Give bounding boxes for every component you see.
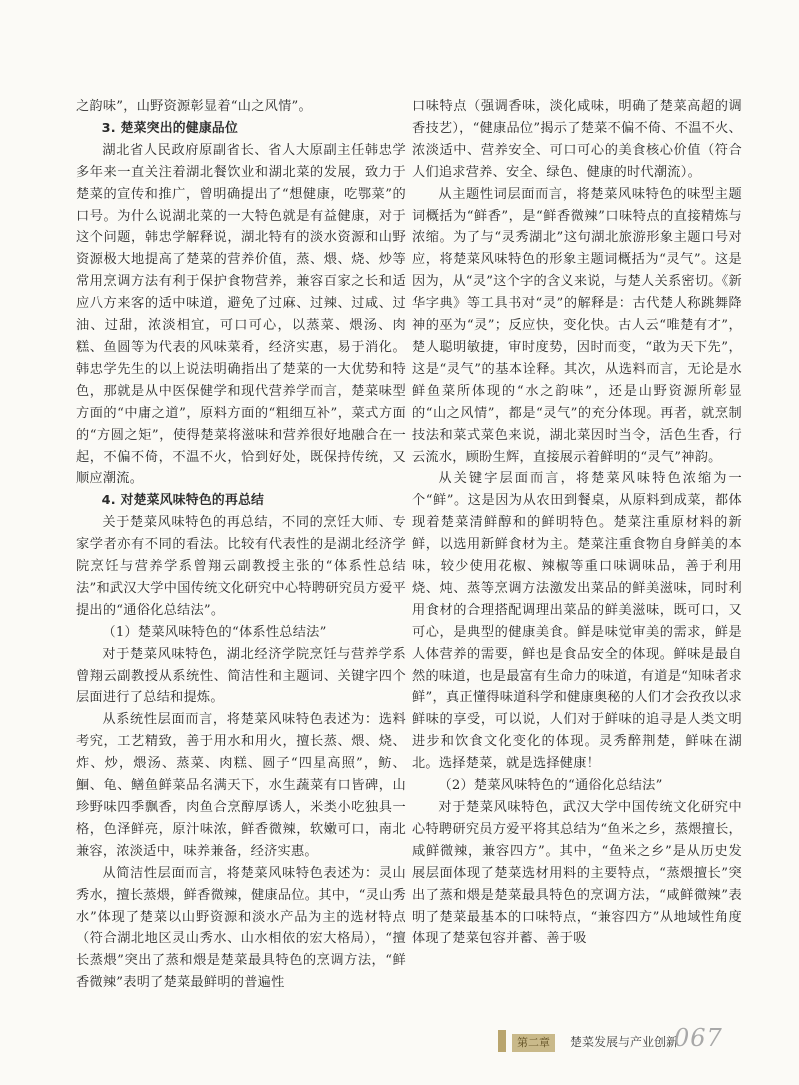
- chapter-title: 楚菜发展与产业创新: [570, 1035, 679, 1049]
- section-heading: 4. 对楚菜风味特色的再总结: [101, 493, 265, 509]
- section-heading: 3. 楚菜突出的健康品位: [101, 120, 238, 136]
- paragraph: 口味特点（强调香味，淡化咸味，明确了楚菜高超的调香技艺），“健康品位”揭示了楚菜不偏不倚、不温不火、浓淡适中、营养安全、可口可心的美食核心价值（符合人们追求营养、安全、绿色、健康的时代潮流）。: [412, 99, 742, 180]
- chapter-label: 第二章: [512, 1034, 555, 1052]
- paragraph: 从系统性层面而言，将楚菜风味特色表述为：选料考究，工艺精致，善于用水和用火，擅长蒸、煨、烧、炸、炒，煨汤、蒸菜、肉糕、圆子“四星高照”，鲂、鮰、龟、鳝鱼鲜菜品名满天下，水生蔬菜有口皆碑，山珍野味四季飘香，肉鱼合烹醇厚诱人，米类小吃独具一格，色泽鲜亮，原汁味浓，鲜香微辣，软嫩可口，南北兼容，浓淡适中，味养兼备，经济实惠。: [76, 712, 406, 859]
- paragraph: 对于楚菜风味特色，湖北经济学院烹饪与营养学系曾翔云副教授从系统性、简洁性和主题词、关键字四个层面进行了总结和提炼。: [76, 646, 406, 706]
- paragraph: 之韵味”，山野资源彰显着“山之风情”。: [76, 99, 312, 114]
- subsection-heading: （2）楚菜风味特色的“通俗化总结法”: [438, 778, 663, 794]
- paragraph: 从主题性词层面而言，将楚菜风味特色的味型主题词概括为“鲜香”，是“鲜香微辣”口味特点的直接精炼与浓缩。为了与“灵秀湖北”这句湖北旅游形象主题口号对应，将楚菜风味特色的形象主题词概括为“灵气”。这是因为，从“灵”这个字的含义来说，与楚人关系密切。《新华字典》等工具书对“灵”的解释是：古代楚人称跳舞降神的巫为“灵”；反应快，变化快。古人云“唯楚有才”，楚人聪明敏捷，审时度势，因时而变，“敢为天下先”，这是“灵气”的基本诠释。其次，从选料而言，无论是水鲜鱼菜所体现的“水之韵味”，还是山野资源所彰显的“山之风情”，都是“灵气”的充分体现。再者，就烹制技法和菜式菜色来说，湖北菜因时当令，活色生香，行云流水，顾盼生辉，直接展示着鲜明的“灵气”神韵。: [412, 186, 742, 465]
- paragraph: 对于楚菜风味特色，武汉大学中国传统文化研究中心特聘研究员方爱平将其总结为“鱼米之乡，蒸煨擅长，咸鲜微辣，兼容四方”。其中，“鱼米之乡”是从历史发展层面体现了楚菜选材用料的主要特点，“蒸煨擅长”突出了蒸和煨是楚菜最具特色的烹调方法，“咸鲜微辣”表明了楚菜最基本的口味特点，“兼容四方”从地域性角度体现了楚菜包容并蓄、善于吸: [412, 800, 742, 947]
- page-footer: [498, 1024, 728, 1056]
- paragraph: 从关键字层面而言，将楚菜风味特色浓缩为一个“鲜”。这是因为从农田到餐桌，从原料到成菜，都体现着楚菜清鲜醇和的鲜明特色。楚菜注重原材料的新鲜，以选用新鲜食材为主。楚菜注重食物自身鲜美的本味，较少使用花椒、辣椒等重口味调味品，善于利用烧、炖、蒸等烹调方法激发出菜品的鲜美滋味，同时利用食材的合理搭配调理出菜品的鲜美滋味，既可口，又可心，是典型的健康美食。鲜是味觉审美的需求，鲜是人体营养的需要，鲜也是食品安全的体现。鲜味是最自然的味道，也是最富有生命力的味道，有道是“知味者求鲜”，真正懂得味道科学和健康奥秘的人们才会孜孜以求鲜味的享受，可以说，人们对于鲜味的追寻是人类文明进步和饮食文化变化的体现。灵秀醉荆楚，鲜味在湖北。选择楚菜，就是选择健康！: [412, 471, 742, 772]
- paragraph: 关于楚菜风味特色的再总结，不同的烹饪大师、专家学者亦有不同的看法。比较有代表性的是湖北经济学院烹饪与营养学系曾翔云副教授主张的“体系性总结法”和武汉大学中国传统文化研究中心特聘研究员方爱平提出的“通俗化总结法”。: [76, 515, 406, 618]
- page-number: 067: [674, 1024, 723, 1052]
- subsection-heading: （1）楚菜风味特色的“体系性总结法”: [102, 624, 327, 640]
- paragraph: 湖北省人民政府原副省长、省人大原副主任韩忠学多年来一直关注着湖北餐饮业和湖北菜的发展，致力于楚菜的宣传和推广，曾明确提出了“想健康，吃鄂菜”的口号。为什么说湖北菜的一大特色就是有益健康，对于这个问题，韩忠学解释说，湖北特有的淡水资源和山野资源极大地提高了楚菜的营养价值，蒸、煨、烧、炒等常用烹调方法有利于保护食物营养，兼容百家之长和适应八方来客的适中味道，避免了过麻、过辣、过咸、过油、过甜，浓淡相宜，可口可心，以蒸菜、煨汤、肉糕、鱼圆等为代表的风味菜肴，经济实惠，易于消化。韩忠学先生的以上说法明确指出了楚菜的一大优势和特色，那就是从中医保健学和现代营养学而言，楚菜味型方面的“中庸之道”，原料方面的“粗细互补”，菜式方面的“方圆之矩”，使得楚菜将滋味和营养很好地融合在一起，不偏不倚，不温不火，恰到好处，既保持传统，又顺应潮流。: [76, 142, 406, 487]
- left-column: [76, 96, 406, 994]
- right-column: [412, 96, 742, 950]
- paragraph: 从简洁性层面而言，将楚菜风味特色表述为：灵山秀水，擅长蒸煨，鲜香微辣，健康品位。其中，“灵山秀水”体现了楚菜以山野资源和淡水产品为主的选材特点（符合湖北地区灵山秀水、山水相依的宏大格局），“擅长蒸煨”突出了蒸和煨是楚菜最具特色的烹调方法，“鲜香微辣”表明了楚菜最鲜明的普遍性: [76, 865, 406, 991]
